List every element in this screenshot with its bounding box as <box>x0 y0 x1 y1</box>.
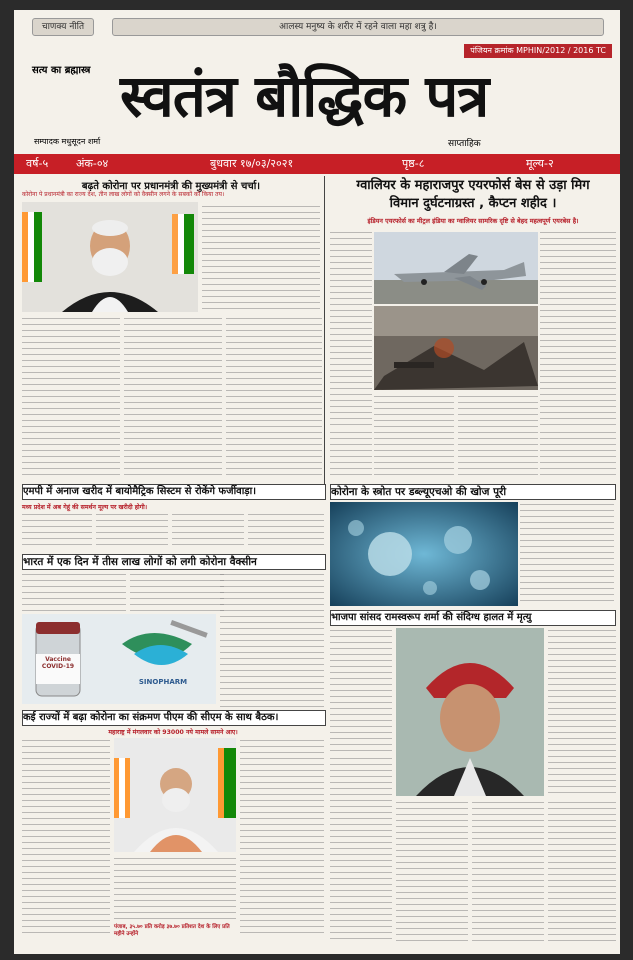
vaccine-vial-label: Vaccine COVID-19 <box>41 656 75 670</box>
mp-wheat-text-col-4 <box>248 512 324 550</box>
mp-wheat-sub: मध्य प्रदेश में अब गेहूं की समर्थन मूल्य पर खरीदी होगी। <box>22 504 148 511</box>
bottom-text-col-3 <box>472 800 544 944</box>
bottom-text-col-4 <box>548 800 616 944</box>
mig-headline-line2: विमान दुर्घटनाग्रस्त , कैप्टन शहीद । <box>389 196 557 211</box>
top-quote-bar <box>14 10 620 40</box>
modi-cm-text-col-3 <box>124 316 222 478</box>
registration-number: पंजियन क्रमांक MPHIN/2012 / 2016 TC <box>464 44 612 58</box>
mig-text-col-5 <box>540 430 616 480</box>
states-meeting-sub: महाराष्ट्र में मंगलवार को 93000 नये मामले सामने आए। <box>108 729 238 736</box>
page-label: पृष्ठ-८ <box>402 157 425 170</box>
mp-wheat-text-col-1 <box>22 512 92 550</box>
mig-text-col-3 <box>374 394 454 480</box>
vaccine-headline: भारत में एक दिन में तीस लाख लोगों को लगी कोरोना वैक्सीन <box>22 554 326 570</box>
bottom-text-col-1 <box>330 756 392 944</box>
mp-wheat-headline: एमपी में अनाज खरीद में बायोमैट्रिक सिस्टम से रोकेंगे फर्जीवाड़ा। <box>22 484 326 500</box>
modi-cm-headline: बढ़ते कोरोना पर प्रधानमंत्री की मुख्यमंत्री से चर्चा। <box>81 181 261 192</box>
mig-text-col-left <box>330 230 372 426</box>
issue-info-bar <box>14 154 620 174</box>
mig-aircraft-photo <box>374 232 538 304</box>
who-headline: कोरोना के स्त्रोत पर डब्ल्यूएचओ की खोज पूरी <box>330 484 616 500</box>
editor-name: सम्पादक मधुसूदन शर्मा <box>34 137 101 146</box>
who-text-col-1 <box>520 502 614 606</box>
bjp-mp-headline: भाजपा सांसद रामस्वरूप शर्मा की संदिग्ध हालत में मृत्यु <box>330 610 616 626</box>
states-text-col-1 <box>22 738 110 938</box>
mig-text-col-right <box>540 230 616 426</box>
bottom-red-note: पंजाब, ३५.७० प्रति करोड़ ३७.७० प्रतिशत देश के लिए प्रति महीने उन्होंने <box>114 924 230 937</box>
mp-wheat-text-col-3 <box>172 512 244 550</box>
bottom-text-col-2 <box>396 800 468 944</box>
modi-cm-text-col-4 <box>226 316 322 478</box>
mig-sub: इंडियन एयरफोर्स का मीट्रल इंडिया का ग्वालियर सामरिक दृष्टि से बेहद महत्वपूर्ण एयरबेस है। <box>367 217 579 225</box>
states-text-col-3 <box>114 856 236 922</box>
mig-text-col-4 <box>458 394 538 480</box>
issue-label: अंक-०४ <box>76 157 109 170</box>
states-text-col-2 <box>240 738 324 938</box>
modi-cm-text-col-2 <box>22 316 120 478</box>
quote-strip: आलस्य मनुष्य के शरीर में रहने वाला महा शत्रु है। <box>112 18 604 36</box>
pm-cm-meeting-photo <box>114 738 236 852</box>
pm-videoconference-photo <box>22 202 198 312</box>
newspaper-page <box>14 10 620 954</box>
states-meeting-headline: कई राज्यों में बढ़ा कोरोना का संक्रमण पीएम की सीएम के साथ बैठक। <box>22 710 326 726</box>
coronavirus-photo <box>330 502 518 606</box>
vaccine-photo <box>22 614 216 704</box>
sinopharm-label: SINOPHARM <box>138 678 188 686</box>
date-label: बुधवार १७/०३/२०२१ <box>210 157 294 170</box>
vaccine-text-col-3 <box>220 572 324 708</box>
modi-cm-text-col-1 <box>202 204 320 312</box>
column-divider <box>324 176 325 484</box>
mig-crash-site-photo <box>374 306 538 390</box>
modi-cm-sub: कोरोना पे प्रधानमंत्री का राज्य देश, तीन लाख लोगों को वैक्सीन लगने के सबकों को किया तय। <box>22 191 225 198</box>
bjp-text-col-2 <box>548 628 616 796</box>
masthead-title: स्वतंत्र बौद्धिक पत्र <box>120 62 489 130</box>
masthead-tagline: सत्य का ब्रह्मास्त्र <box>32 65 91 76</box>
vaccine-text-col-1 <box>22 572 126 612</box>
bjp-text-col-1 <box>330 628 392 752</box>
chanakya-niti-label: चाणक्य नीति <box>32 18 94 36</box>
price-label: मूल्य-२ <box>526 157 554 170</box>
ramswaroop-sharma-photo <box>396 628 544 796</box>
mig-headline-line1: ग्वालियर के महाराजपुर एयरफोर्स बेस से उड़ा मिग <box>356 178 590 193</box>
mp-wheat-text-col-2 <box>96 512 168 550</box>
year-label: वर्ष-५ <box>26 157 49 170</box>
mig-text-col-6 <box>330 430 372 480</box>
vaccine-text-col-2 <box>130 572 224 612</box>
frequency-label: साप्ताहिक <box>448 139 481 149</box>
